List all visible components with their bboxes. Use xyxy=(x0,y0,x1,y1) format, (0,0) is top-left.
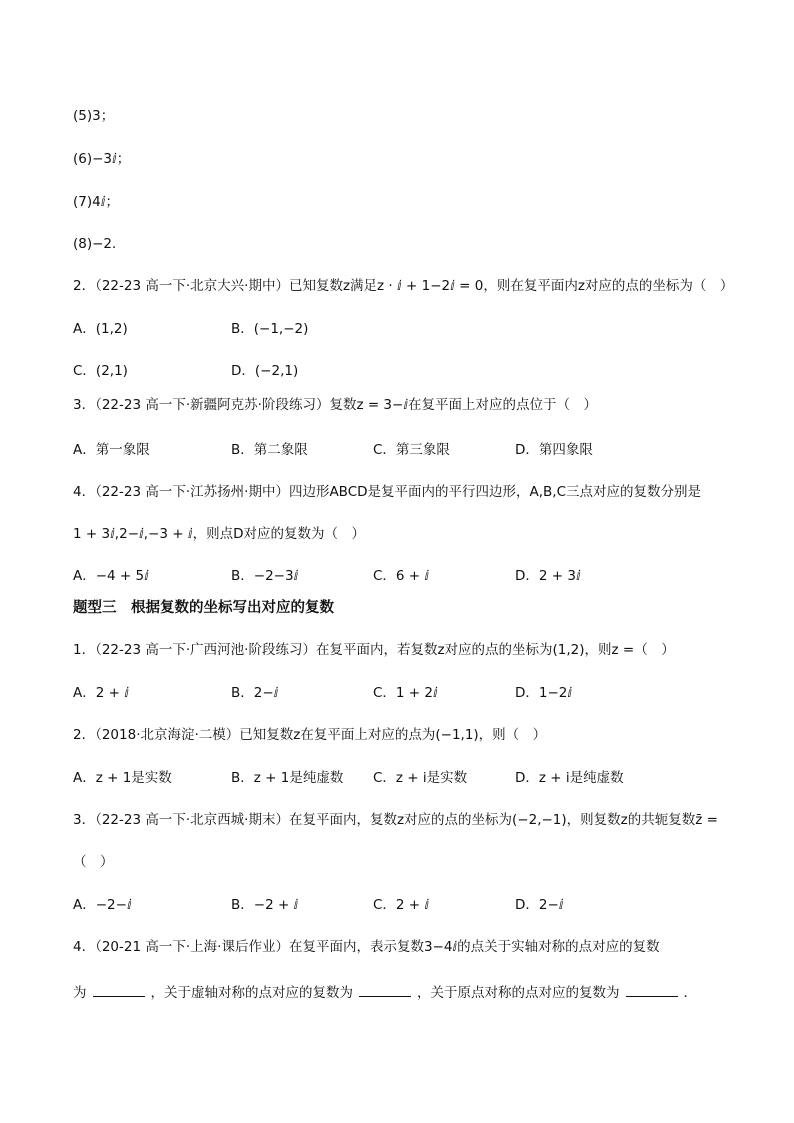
s3-question-1-stem: 1．（22-23 高一下·广西河池·阶段练习）在复平面内，若复数z对应的点的坐标为(1,2)，则z =（ ） xyxy=(73,642,675,658)
option-c[interactable]: C．2 + ⅈ xyxy=(373,897,430,913)
answer-blank-2[interactable] xyxy=(359,982,411,997)
option-b[interactable]: B．2−ⅈ xyxy=(231,685,279,701)
option-d[interactable]: D．2−ⅈ xyxy=(515,897,564,913)
option-c[interactable]: C．6 + ⅈ xyxy=(373,568,430,584)
answer-item-7: (7)4ⅈ； xyxy=(73,194,119,210)
question-2-options-row2 xyxy=(73,361,753,381)
option-b[interactable]: B．第二象限 xyxy=(231,442,308,458)
option-d[interactable]: D．1−2ⅈ xyxy=(515,685,573,701)
option-a[interactable]: A．2 + ⅈ xyxy=(73,685,129,701)
option-c[interactable]: C．z + i是实数 xyxy=(373,770,468,786)
fill-text-c: ，关于原点对称的点对应的复数为 xyxy=(417,985,620,1001)
option-b[interactable]: B．z + 1是纯虚数 xyxy=(231,770,344,786)
question-4-stem-line1: 4．（22-23 高一下·江苏扬州·期中）四边形ABCD是复平面内的平行四边形，A,B,C三点对应的复数分别是 xyxy=(73,484,702,500)
answer-item-5: (5)3； xyxy=(73,108,115,124)
option-d[interactable]: D．z + i是纯虚数 xyxy=(515,770,624,786)
answer-blank-1[interactable] xyxy=(93,982,145,997)
option-b[interactable]: B．−2−3ⅈ xyxy=(231,568,299,584)
option-d[interactable]: D．2 + 3ⅈ xyxy=(515,568,581,584)
question-3-stem: 3．（22-23 高一下·新疆阿克苏·阶段练习）复数z = 3−ⅈ在复平面上对应的点位于（ ） xyxy=(73,397,598,413)
s3-question-4-stem-line2 xyxy=(73,982,697,1003)
s3-question-4-stem-line1: 4．（20-21 高一下·上海·课后作业）在复平面内，表示复数3−4ⅈ的点关于实轴对称的点对应的复数 xyxy=(73,939,660,955)
option-d[interactable]: D．(−2,1) xyxy=(231,363,299,379)
s3-question-2-stem: 2．（2018·北京海淀·二模）已知复数z在复平面上对应的点为(−1,1)，则（ ） xyxy=(73,727,547,743)
option-c[interactable]: C．(2,1) xyxy=(73,363,128,379)
option-a[interactable]: A．第一象限 xyxy=(73,442,150,458)
option-a[interactable]: A．−2−ⅈ xyxy=(73,897,132,913)
option-a[interactable]: A．−4 + 5ⅈ xyxy=(73,568,149,584)
fill-text-d: ． xyxy=(683,985,697,1001)
question-4-options xyxy=(73,566,753,586)
option-b[interactable]: B．(−1,−2) xyxy=(231,321,309,337)
answer-item-8: (8)−2． xyxy=(73,236,126,252)
question-3-options xyxy=(73,440,753,460)
s3-question-3-stem-line1: 3．（22-23 高一下·北京西城·期末）在复平面内，复数z对应的点的坐标为(−2,−1)，则复数z的共轭复数z̄ = xyxy=(73,812,718,828)
question-2-stem: 2．（22-23 高一下·北京大兴·期中）已知复数z满足z · ⅈ + 1−2ⅈ = 0，则在复平面内z对应的点的坐标为（ ） xyxy=(73,278,734,294)
option-a[interactable]: A．z + 1是实数 xyxy=(73,770,172,786)
option-c[interactable]: C．1 + 2ⅈ xyxy=(373,685,438,701)
question-2-options xyxy=(73,319,753,339)
fill-text-b: ，关于虚轴对称的点对应的复数为 xyxy=(150,985,353,1001)
answer-blank-3[interactable] xyxy=(626,982,678,997)
option-d[interactable]: D．第四象限 xyxy=(515,442,593,458)
s3-question-3-options xyxy=(73,895,753,915)
option-b[interactable]: B．−2 + ⅈ xyxy=(231,897,299,913)
section-heading: 题型三 根据复数的坐标写出对应的复数 xyxy=(73,600,334,616)
s3-question-3-stem-line2: （ ） xyxy=(73,854,114,870)
option-a[interactable]: A．(1,2) xyxy=(73,321,128,337)
s3-question-2-options xyxy=(73,768,753,788)
answer-item-6: (6)−3ⅈ； xyxy=(73,151,131,167)
question-4-stem-line2: 1 + 3ⅈ,2−ⅈ,−3 + ⅈ，则点D对应的复数为（ ） xyxy=(73,526,365,542)
option-c[interactable]: C．第三象限 xyxy=(373,442,450,458)
s3-question-1-options xyxy=(73,683,753,703)
fill-text-a: 为 xyxy=(73,985,87,1001)
